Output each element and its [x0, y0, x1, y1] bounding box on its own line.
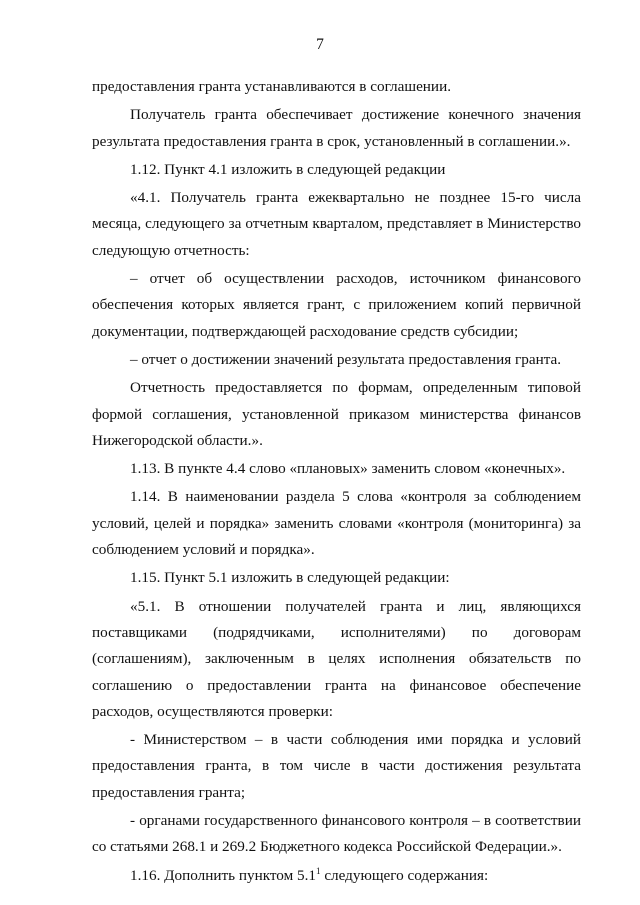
text-line: «4.1. Получатель гранта ежеквартально не позднее 15-го числа: [130, 189, 581, 207]
text-line: условий, целей и порядка» заменить словами «контроля (мониторинга) за: [92, 514, 581, 532]
document-body: [92, 74, 581, 889]
text-line: документации, подтверждающей расходование средств субсидии;: [92, 322, 519, 340]
text-line: соглашению о предоставлении гранта на финансовое обеспечение: [92, 676, 581, 694]
paragraph: [92, 727, 581, 806]
paragraph: [92, 863, 581, 889]
paragraph: [92, 74, 581, 100]
paragraph: [92, 102, 581, 155]
text-line: (соглашениям), заключенным в целях исполнения обязательств по: [92, 650, 581, 668]
text-line: Нижегородской области.».: [92, 431, 263, 449]
paragraph: [92, 594, 581, 725]
text-line: следующую отчетность:: [92, 241, 250, 259]
text-line: - органами государственного финансового контроля – в соответствии: [130, 812, 581, 830]
superscript: 1: [316, 865, 321, 876]
paragraph: [92, 484, 581, 563]
text-line: обеспечения которых является грант, с приложением копий первичной: [92, 296, 581, 314]
paragraph: [92, 375, 581, 454]
paragraph: [92, 808, 581, 861]
text-line: – отчет об осуществлении расходов, источником финансового: [130, 270, 581, 288]
text-line: расходов, осуществляются проверки:: [92, 702, 333, 720]
text-line: результата предоставления гранта в срок, установленный в соглашении.».: [92, 132, 571, 150]
text-line: 1.13. В пункте 4.4 слово «плановых» заменить словом «конечных».: [130, 460, 566, 478]
text-line: предоставления гранта;: [92, 783, 246, 801]
paragraph: [92, 456, 581, 482]
text-line: поставщиками (подрядчиками, исполнителями) по договорам: [92, 623, 581, 641]
text-line: предоставления гранта, в том числе в части достижения результата: [92, 757, 581, 775]
paragraph: [92, 565, 581, 591]
text-line: 1.12. Пункт 4.1 изложить в следующей редакции: [130, 160, 446, 178]
paragraph: [92, 157, 581, 183]
paragraph: [92, 347, 581, 373]
text-line: соблюдением условий и порядка».: [92, 541, 315, 559]
page-number: 7: [316, 36, 324, 53]
text-line: формой соглашения, установленной приказом министерства финансов: [92, 405, 581, 423]
text-line: со статьями 268.1 и 269.2 Бюджетного кодекса Российской Федерации.».: [92, 838, 562, 856]
text-line: месяца, следующего за отчетным кварталом, представляет в Министерство: [92, 215, 581, 233]
paragraph: [92, 266, 581, 345]
text-line: [92, 863, 581, 889]
text-run: 1.16. Дополнить пунктом 5.1: [130, 866, 317, 884]
text-line: 1.15. Пункт 5.1 изложить в следующей редакции:: [130, 569, 450, 587]
text-line: 1.14. В наименовании раздела 5 слова «контроля за соблюдением: [130, 488, 581, 506]
text-line: Получатель гранта обеспечивает достижение конечного значения: [130, 106, 581, 124]
text-line: – отчет о достижении значений результата предоставления гранта.: [130, 350, 562, 368]
paragraph: [92, 185, 581, 264]
text-run: следующего содержания:: [320, 866, 489, 884]
text-line: Отчетность предоставляется по формам, определенным типовой: [130, 379, 581, 397]
text-line: предоставления гранта устанавливаются в соглашении.: [92, 78, 451, 95]
text-line: - Министерством – в части соблюдения ими порядка и условий: [130, 731, 581, 749]
text-line: «5.1. В отношении получателей гранта и лиц, являющихся: [130, 597, 581, 615]
